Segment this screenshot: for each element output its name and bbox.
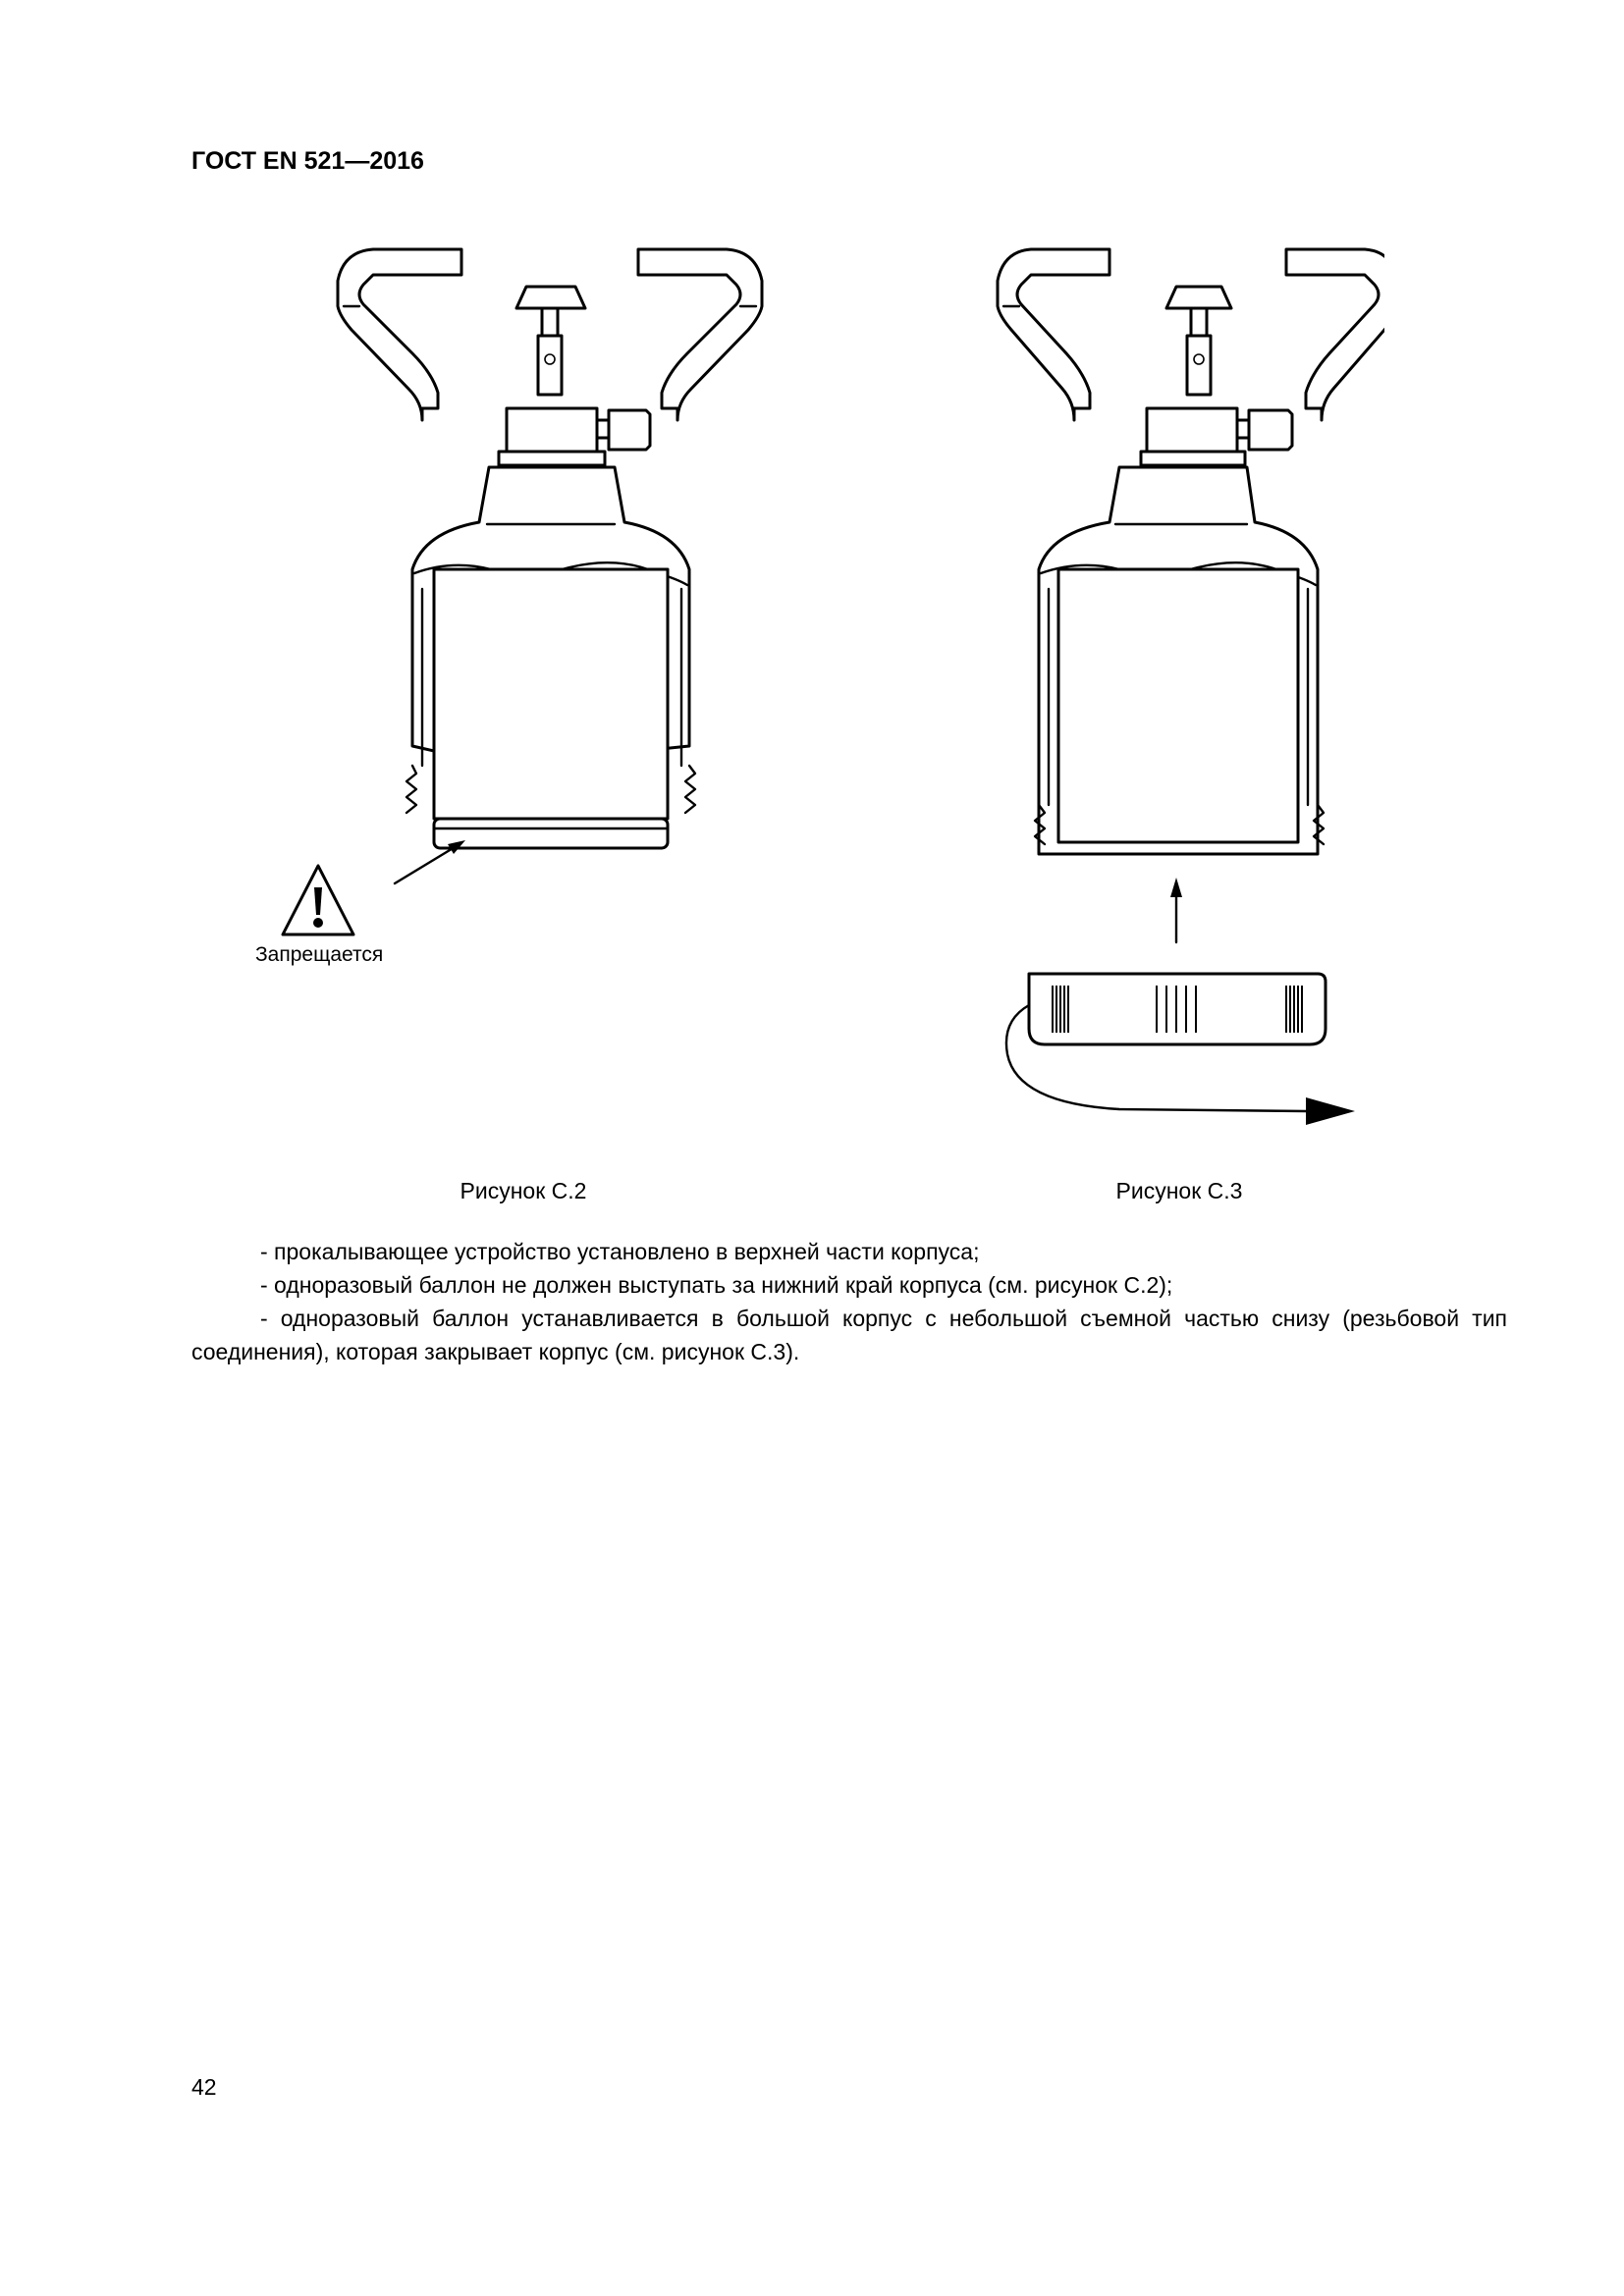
warning-label: Запрещается xyxy=(255,943,384,966)
warning-pointer-arrow xyxy=(395,840,465,883)
paragraph: - прокалывающее устройство установлено в верхней части корпуса; xyxy=(260,1239,980,1264)
warning-triangle-icon xyxy=(283,866,353,934)
figure-c3-drawing xyxy=(992,236,1384,1139)
page-number: 42 xyxy=(191,2074,217,2100)
figure-caption-c2: Рисунок C.2 xyxy=(460,1178,587,1203)
figure-caption-c3: Рисунок C.3 xyxy=(1115,1178,1243,1203)
body-text xyxy=(191,1235,1507,1368)
document-header: ГОСТ EN 521—2016 xyxy=(191,147,424,175)
burner-head xyxy=(998,249,1384,465)
paragraph: - одноразовый баллон устанавливается в большой корпус с небольшой съемной частью снизу (резьбовой тип соединения), которая закрывает корпус (см. рисунок C.3). xyxy=(191,1306,1507,1364)
paragraph: - одноразовый баллон не должен выступать за нижний край корпуса (см. рисунок C.2); xyxy=(260,1272,1173,1298)
arrow-up-icon xyxy=(1170,878,1182,942)
removable-cap xyxy=(1029,974,1326,1044)
cartridge-housing xyxy=(1035,467,1324,854)
figure-c2-drawing xyxy=(265,236,815,942)
burner-head xyxy=(338,249,762,465)
cartridge-housing xyxy=(406,467,695,848)
